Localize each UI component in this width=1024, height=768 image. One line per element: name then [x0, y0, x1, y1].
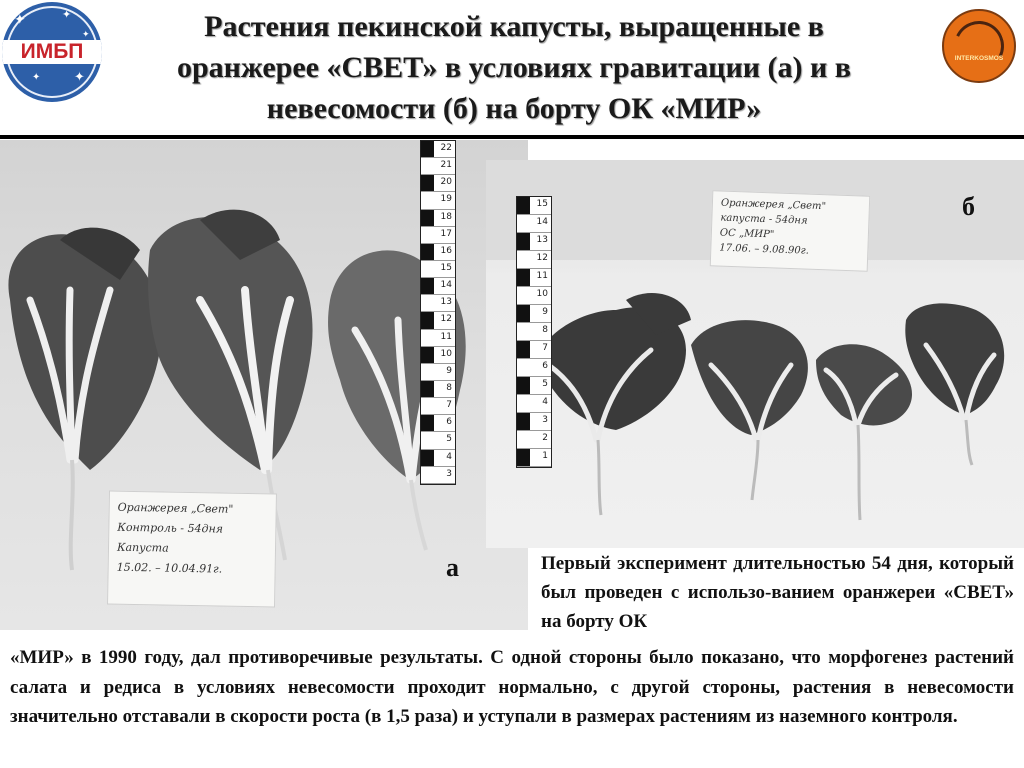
ruler-number: 14: [536, 217, 548, 227]
ruler-number: 3: [446, 468, 452, 479]
ruler-number: 15: [440, 262, 452, 273]
ruler-number: 9: [446, 365, 452, 376]
ruler-segment: [517, 413, 551, 431]
star-icon: ✦: [82, 30, 90, 40]
logo-text: ИМБП: [20, 40, 84, 63]
ruler-number: 20: [440, 177, 452, 188]
ruler-segment: [517, 305, 551, 323]
interkosmos-logo: [942, 9, 1016, 83]
ruler-number: 4: [542, 397, 548, 407]
ruler-number: 7: [542, 343, 548, 353]
photo-letter-a: а: [446, 553, 459, 582]
ruler-segment: [421, 330, 455, 347]
star-icon: ✦: [32, 72, 41, 83]
ruler-number: 19: [440, 194, 452, 205]
ruler-segment: [421, 210, 455, 227]
ruler-number: 7: [446, 400, 452, 411]
ruler-number: 4: [446, 451, 452, 462]
ruler-number: 13: [536, 235, 548, 245]
star-icon: ✦: [62, 8, 72, 21]
measuring-ruler: [420, 140, 456, 485]
ruler-segment: [421, 261, 455, 278]
ruler-segment: [421, 415, 455, 432]
ruler-segment: [421, 364, 455, 381]
ruler-number: 13: [440, 297, 452, 308]
label-line: Капуста: [116, 540, 169, 555]
ruler-segment: [421, 347, 455, 364]
label-line: капуста - 54дня: [720, 212, 808, 227]
page-title: [108, 6, 920, 129]
ruler-number: 6: [542, 361, 548, 371]
measuring-ruler: [516, 196, 552, 468]
ruler-number: 12: [536, 253, 548, 263]
ruler-number: 10: [536, 289, 548, 299]
label-line: 17.06. – 9.08.90г.: [719, 242, 810, 257]
ruler-number: 2: [542, 433, 548, 443]
label-line: Оранжерея „Свет": [117, 500, 234, 516]
caption-paragraph: «МИР» в 1990 году, дал противоречивые результаты. С одной стороны было показано, что морфогенез растений салата и редиса в условиях невесомости проходит нормально, с другой стороны, растения в невесомости значительно отставали в скорости роста (в 1,5 раза) и уступали в размерах растениям из наземного контроля.: [10, 647, 1014, 727]
label-line: 15.02. – 10.04.91г.: [116, 560, 223, 576]
ruler-segment: [421, 175, 455, 192]
ruler-number: 12: [440, 314, 452, 325]
orbit-icon: [947, 14, 1011, 78]
ruler-segment: [421, 295, 455, 312]
ruler-number: 16: [440, 245, 452, 256]
caption-bottom: [10, 643, 1014, 732]
header-divider: [0, 135, 1024, 139]
photo-letter-b: б: [962, 192, 975, 221]
label-line: ОС „МИР": [719, 227, 775, 241]
title-line: невесомости (б) на борту ОК «МИР»: [266, 92, 762, 125]
caption-right: [541, 549, 1014, 636]
ruler-segment: [517, 323, 551, 341]
specimen-label-card: [107, 491, 277, 608]
ruler-segment: [517, 233, 551, 251]
ruler-number: 10: [440, 348, 452, 359]
ruler-segment: [421, 467, 455, 484]
ruler-segment: [421, 450, 455, 467]
logo-text: INTERKOSMOS: [954, 55, 1004, 62]
ruler-segment: [421, 192, 455, 209]
title-line: оранжерее «СВЕТ» в условиях гравитации (а) и в: [177, 51, 851, 84]
ruler-segment: [421, 227, 455, 244]
star-icon: ✦: [74, 70, 85, 85]
ruler-number: 22: [440, 143, 452, 153]
ruler-number: 6: [446, 417, 452, 428]
ruler-number: 17: [440, 228, 452, 239]
photo-microgravity: [486, 160, 1024, 548]
ruler-segment: [421, 381, 455, 398]
ruler-segment: [517, 269, 551, 287]
specimen-label-card: [710, 190, 871, 271]
ruler-number: 5: [446, 434, 452, 445]
ruler-number: 3: [542, 415, 548, 425]
caption-paragraph: Первый эксперимент длительностью 54 дня, который был проведен с использо-ванием оранжереи «СВЕТ» на борту ОК: [541, 553, 1014, 632]
ruler-segment: [517, 395, 551, 413]
star-icon: ✦: [14, 12, 26, 28]
ruler-number: 1: [542, 451, 548, 461]
ruler-number: 9: [542, 307, 548, 317]
ruler-number: 8: [542, 325, 548, 335]
title-line: Растения пекинской капусты, выращенные в: [204, 10, 824, 43]
ruler-segment: [517, 341, 551, 359]
label-line: Оранжерея „Свет": [720, 197, 827, 213]
ruler-number: 8: [446, 382, 452, 393]
ruler-segment: [517, 251, 551, 269]
ruler-segment: [517, 431, 551, 449]
ruler-number: 18: [440, 211, 452, 222]
ruler-segment: [517, 215, 551, 233]
ruler-number: 5: [542, 379, 548, 389]
label-line: Контроль - 54дня: [117, 520, 224, 536]
ruler-segment: [421, 398, 455, 415]
ruler-segment: [421, 244, 455, 261]
ruler-segment: [517, 377, 551, 395]
ruler-segment: [421, 432, 455, 449]
ruler-segment: [517, 197, 551, 215]
ruler-segment: [517, 359, 551, 377]
imbp-logo: [2, 2, 102, 102]
ruler-number: 21: [440, 160, 452, 171]
ruler-number: 15: [536, 199, 548, 209]
ruler-number: 11: [440, 331, 452, 342]
ruler-number: 11: [536, 271, 548, 281]
ruler-segment: [517, 287, 551, 305]
ruler-segment: [421, 312, 455, 329]
ruler-segment: [517, 449, 551, 467]
ruler-segment: [421, 158, 455, 175]
ruler-segment: [421, 141, 455, 158]
ruler-segment: [421, 278, 455, 295]
ruler-number: 14: [440, 280, 452, 291]
